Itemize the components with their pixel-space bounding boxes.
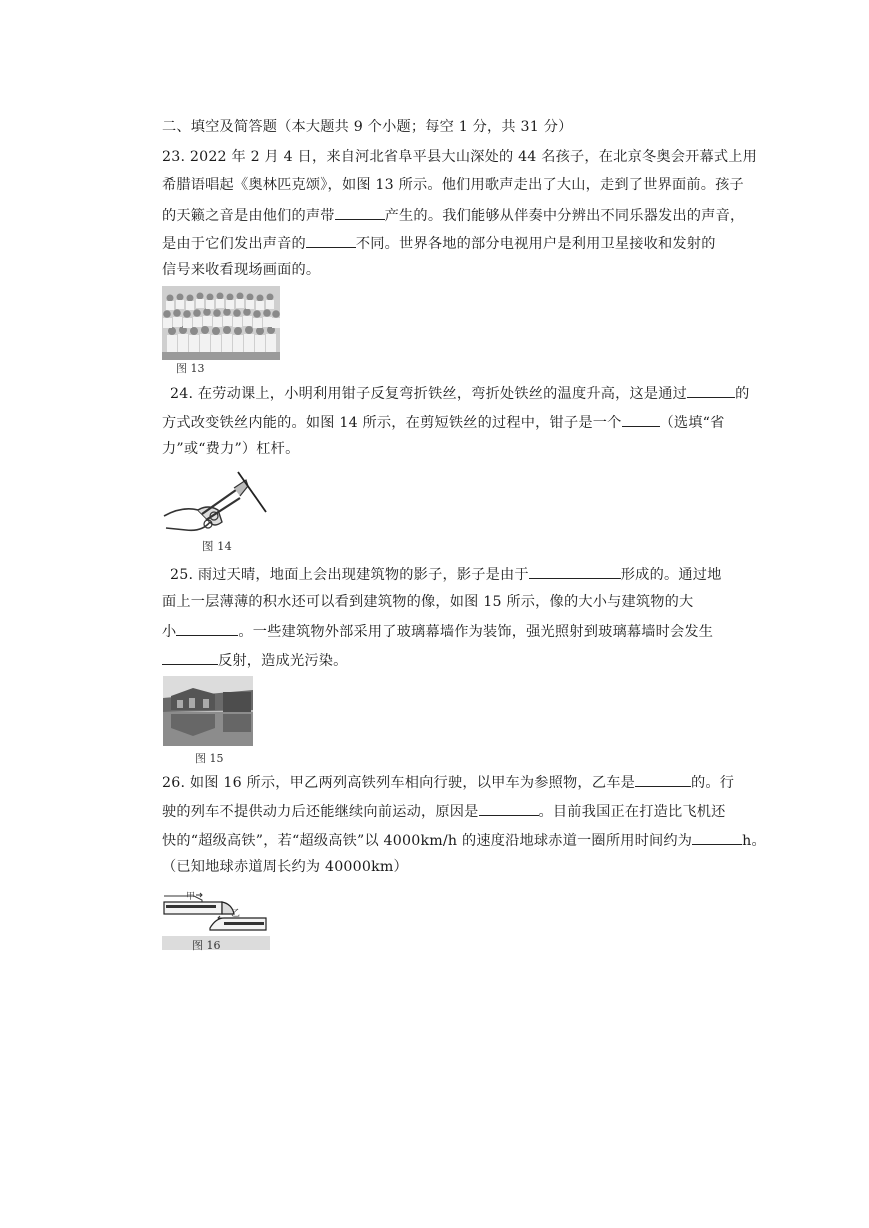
figure-14-caption: 图 14 xyxy=(202,539,232,553)
figure-16-caption: 图 16 xyxy=(192,939,221,952)
q25-line-2: 面上一层薄薄的积水还可以看到建筑物的像，如图 15 所示，像的大小与建筑物的大 xyxy=(162,594,694,610)
answer-blank[interactable] xyxy=(529,564,621,579)
q23-line-3: 的天籁之音是由他们的声带 产生的。我们能够从伴奏中分辨出不同乐器发出的声音， xyxy=(162,205,744,225)
q26-line-4: （已知地球赤道周长约为 40000km） xyxy=(162,859,408,875)
q23-line-2: 希腊语唱起《奥林匹克颂》，如图 13 所示。他们用歌声走出了大山，走到了世界面前。孩子 xyxy=(162,177,744,193)
answer-blank[interactable] xyxy=(687,383,735,398)
figure-15-caption: 图 15 xyxy=(195,752,224,765)
q25-line-1: 25. 雨过天晴，地面上会出现建筑物的影子，影子是由于 形成的。通过地 xyxy=(170,564,722,584)
answer-blank[interactable] xyxy=(635,772,691,787)
q26-line-1: 26. 如图 16 所示，甲乙两列高铁列车相向行驶，以甲车为参照物，乙车是 的。行 xyxy=(162,772,734,792)
q23-line-4: 是由于它们发出声音的 不同。世界各地的部分电视用户是利用卫星接收和发射的 xyxy=(162,233,716,253)
q26-line-2: 驶的列车不提供动力后还能继续向前运动，原因是 。目前我国正在打造比飞机还 xyxy=(162,801,726,821)
q24-line-3: 力”或“费力”）杠杆。 xyxy=(162,441,300,457)
train-label-yi: 乙 xyxy=(231,909,241,919)
q24-line-2: 方式改变铁丝内能的。如图 14 所示，在剪短铁丝的过程中，钳子是一个 （选填“省 xyxy=(162,412,725,432)
section-heading: 二、填空及简答题（本大题共 9 个小题；每空 1 分，共 31 分） xyxy=(162,119,573,135)
answer-blank[interactable] xyxy=(335,205,385,220)
answer-blank[interactable] xyxy=(176,621,238,636)
answer-blank[interactable] xyxy=(692,830,742,845)
q26-line-3: 快的“超级高铁”，若“超级高铁”以 4000km/h 的速度沿地球赤道一圈所用时间约为 h。 xyxy=(162,830,766,850)
figure-15-building-reflection-photo xyxy=(163,676,253,746)
q23-line-1: 23. 2022 年 2 月 4 日，来自河北省阜平县大山深处的 44 名孩子，在北京冬奥会开幕式上用 xyxy=(162,149,758,165)
answer-blank[interactable] xyxy=(479,801,539,816)
figure-14-pliers-drawing xyxy=(162,466,270,536)
q23-line-5: 信号来收看现场画面的。 xyxy=(162,262,321,278)
figure-13-choir-photo xyxy=(162,286,280,360)
answer-blank[interactable] xyxy=(306,233,356,248)
answer-blank[interactable] xyxy=(622,412,660,427)
q24-line-1: 24. 在劳动课上，小明利用钳子反复弯折铁丝，弯折处铁丝的温度升高，这是通过 的 xyxy=(170,383,749,403)
figure-13-caption: 图 13 xyxy=(176,362,205,375)
q25-line-4: 反射，造成光污染。 xyxy=(162,650,348,670)
train-label-jia: 甲 xyxy=(186,892,196,902)
answer-blank[interactable] xyxy=(162,650,218,665)
q25-line-3: 小 。一些建筑物外部采用了玻璃幕墙作为装饰，强光照射到玻璃幕墙时会发生 xyxy=(162,621,713,641)
